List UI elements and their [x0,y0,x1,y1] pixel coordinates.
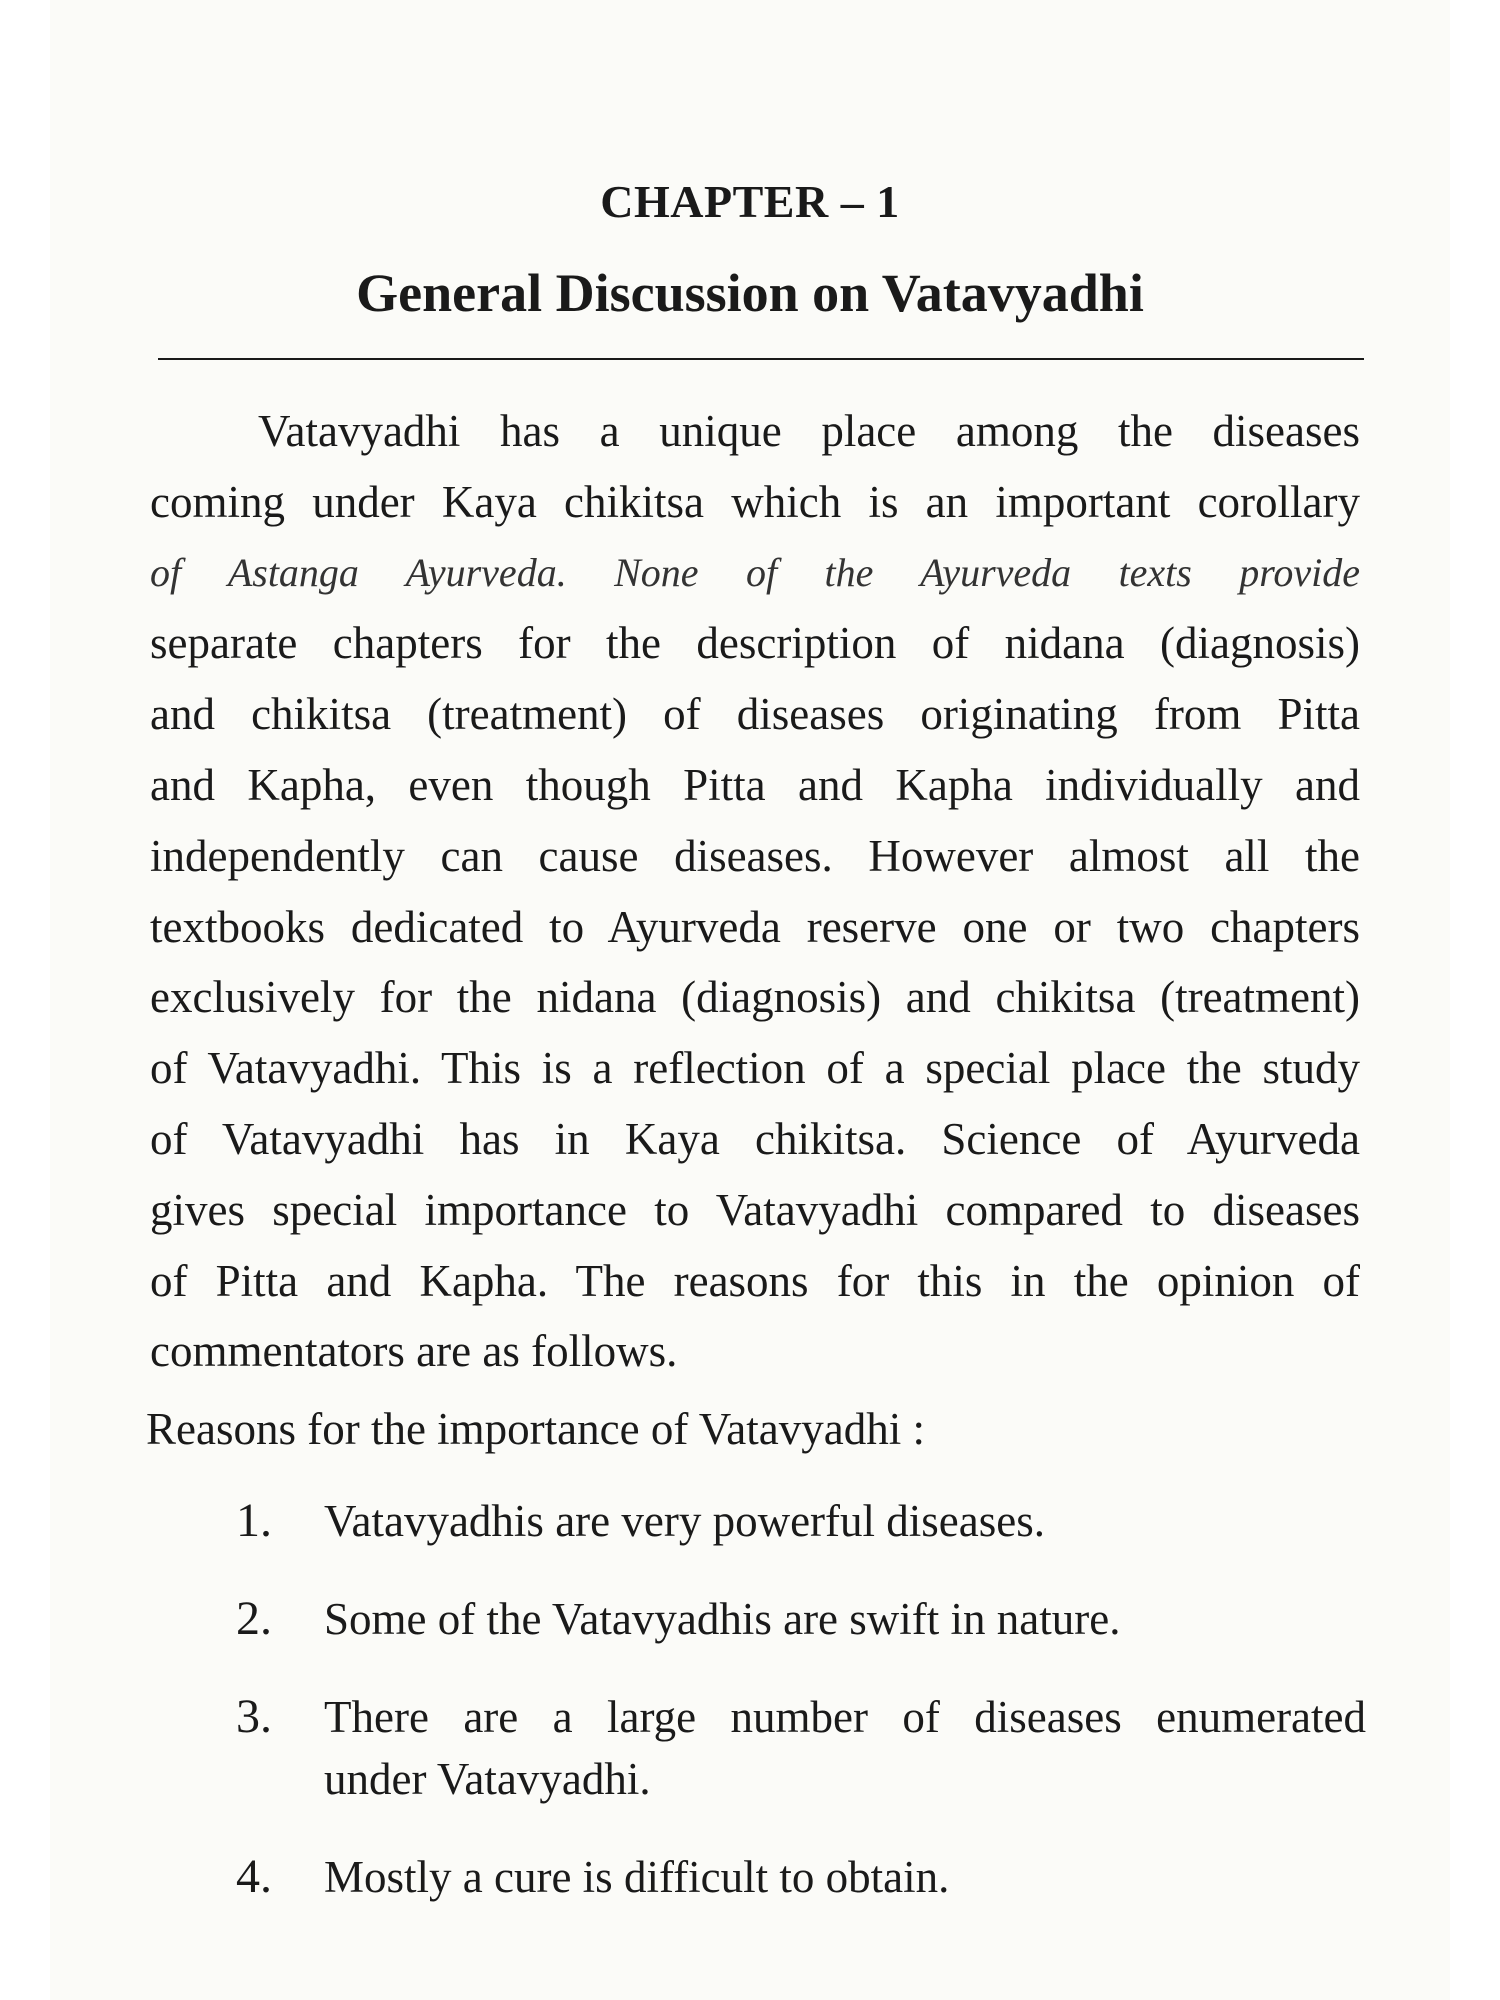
paragraph-line: of Astanga Ayurveda. None of the Ayurveda texts provide [150,549,1360,595]
paragraph-line: textbooks dedicated to Ayurveda reserve one or two chapters [150,901,1360,952]
paragraph-line: of Pitta and Kapha. The reasons for this in the opinion of [150,1255,1360,1306]
reason-number: 3. [236,1690,272,1743]
paragraph-line: and chikitsa (treatment) of diseases originating from Pitta [150,689,1360,740]
paragraph-line: gives special importance to Vatavyadhi compared to diseases [150,1184,1360,1235]
reason-item [236,1490,1366,1552]
paragraph-line: coming under Kaya chikitsa which is an important corollary [150,476,1360,527]
paragraph-line: of Vatavyadhi. This is a reflection of a special place the study [150,1043,1360,1094]
chapter-label: CHAPTER – 1 [600,176,900,227]
paragraph-line: and Kapha, even though Pitta and Kapha individually and [150,759,1360,810]
paragraph-line: independently can cause diseases. However almost all the [150,830,1360,881]
reason-number: 4. [236,1850,272,1903]
reasons-list [236,1490,1366,1908]
chapter-title: General Discussion on Vatavyadhi [356,263,1144,323]
paragraph-line: of Vatavyadhi has in Kaya chikitsa. Science of Ayurveda [150,1113,1360,1164]
paragraph-line: commentators are as follows. [150,1326,678,1377]
paragraph-line: Vatavyadhi has a unique place among the diseases [258,406,1360,456]
intro-paragraph [150,396,1360,1387]
paragraph-line: separate chapters for the description of nidana (diagnosis) [150,618,1360,669]
reason-item [236,1588,1366,1650]
reason-item [236,1686,1366,1810]
paragraph-line: exclusively for the nidana (diagnosis) and chikitsa (treatment) [150,972,1360,1023]
reason-item [236,1846,1366,1908]
reason-text: Some of the Vatavyadhis are swift in nature. [324,1594,1121,1644]
reason-number: 2. [236,1592,272,1645]
reason-text: Mostly a cure is difficult to obtain. [324,1852,950,1902]
reason-number: 1. [236,1494,272,1547]
reason-text: There are a large number of diseases enumerated [324,1692,1366,1742]
title-rule [158,358,1364,360]
reason-text: Vatavyadhis are very powerful diseases. [324,1496,1045,1546]
reasons-heading: Reasons for the importance of Vatavyadhi : [146,1404,925,1454]
reason-text: under Vatavyadhi. [324,1754,651,1804]
